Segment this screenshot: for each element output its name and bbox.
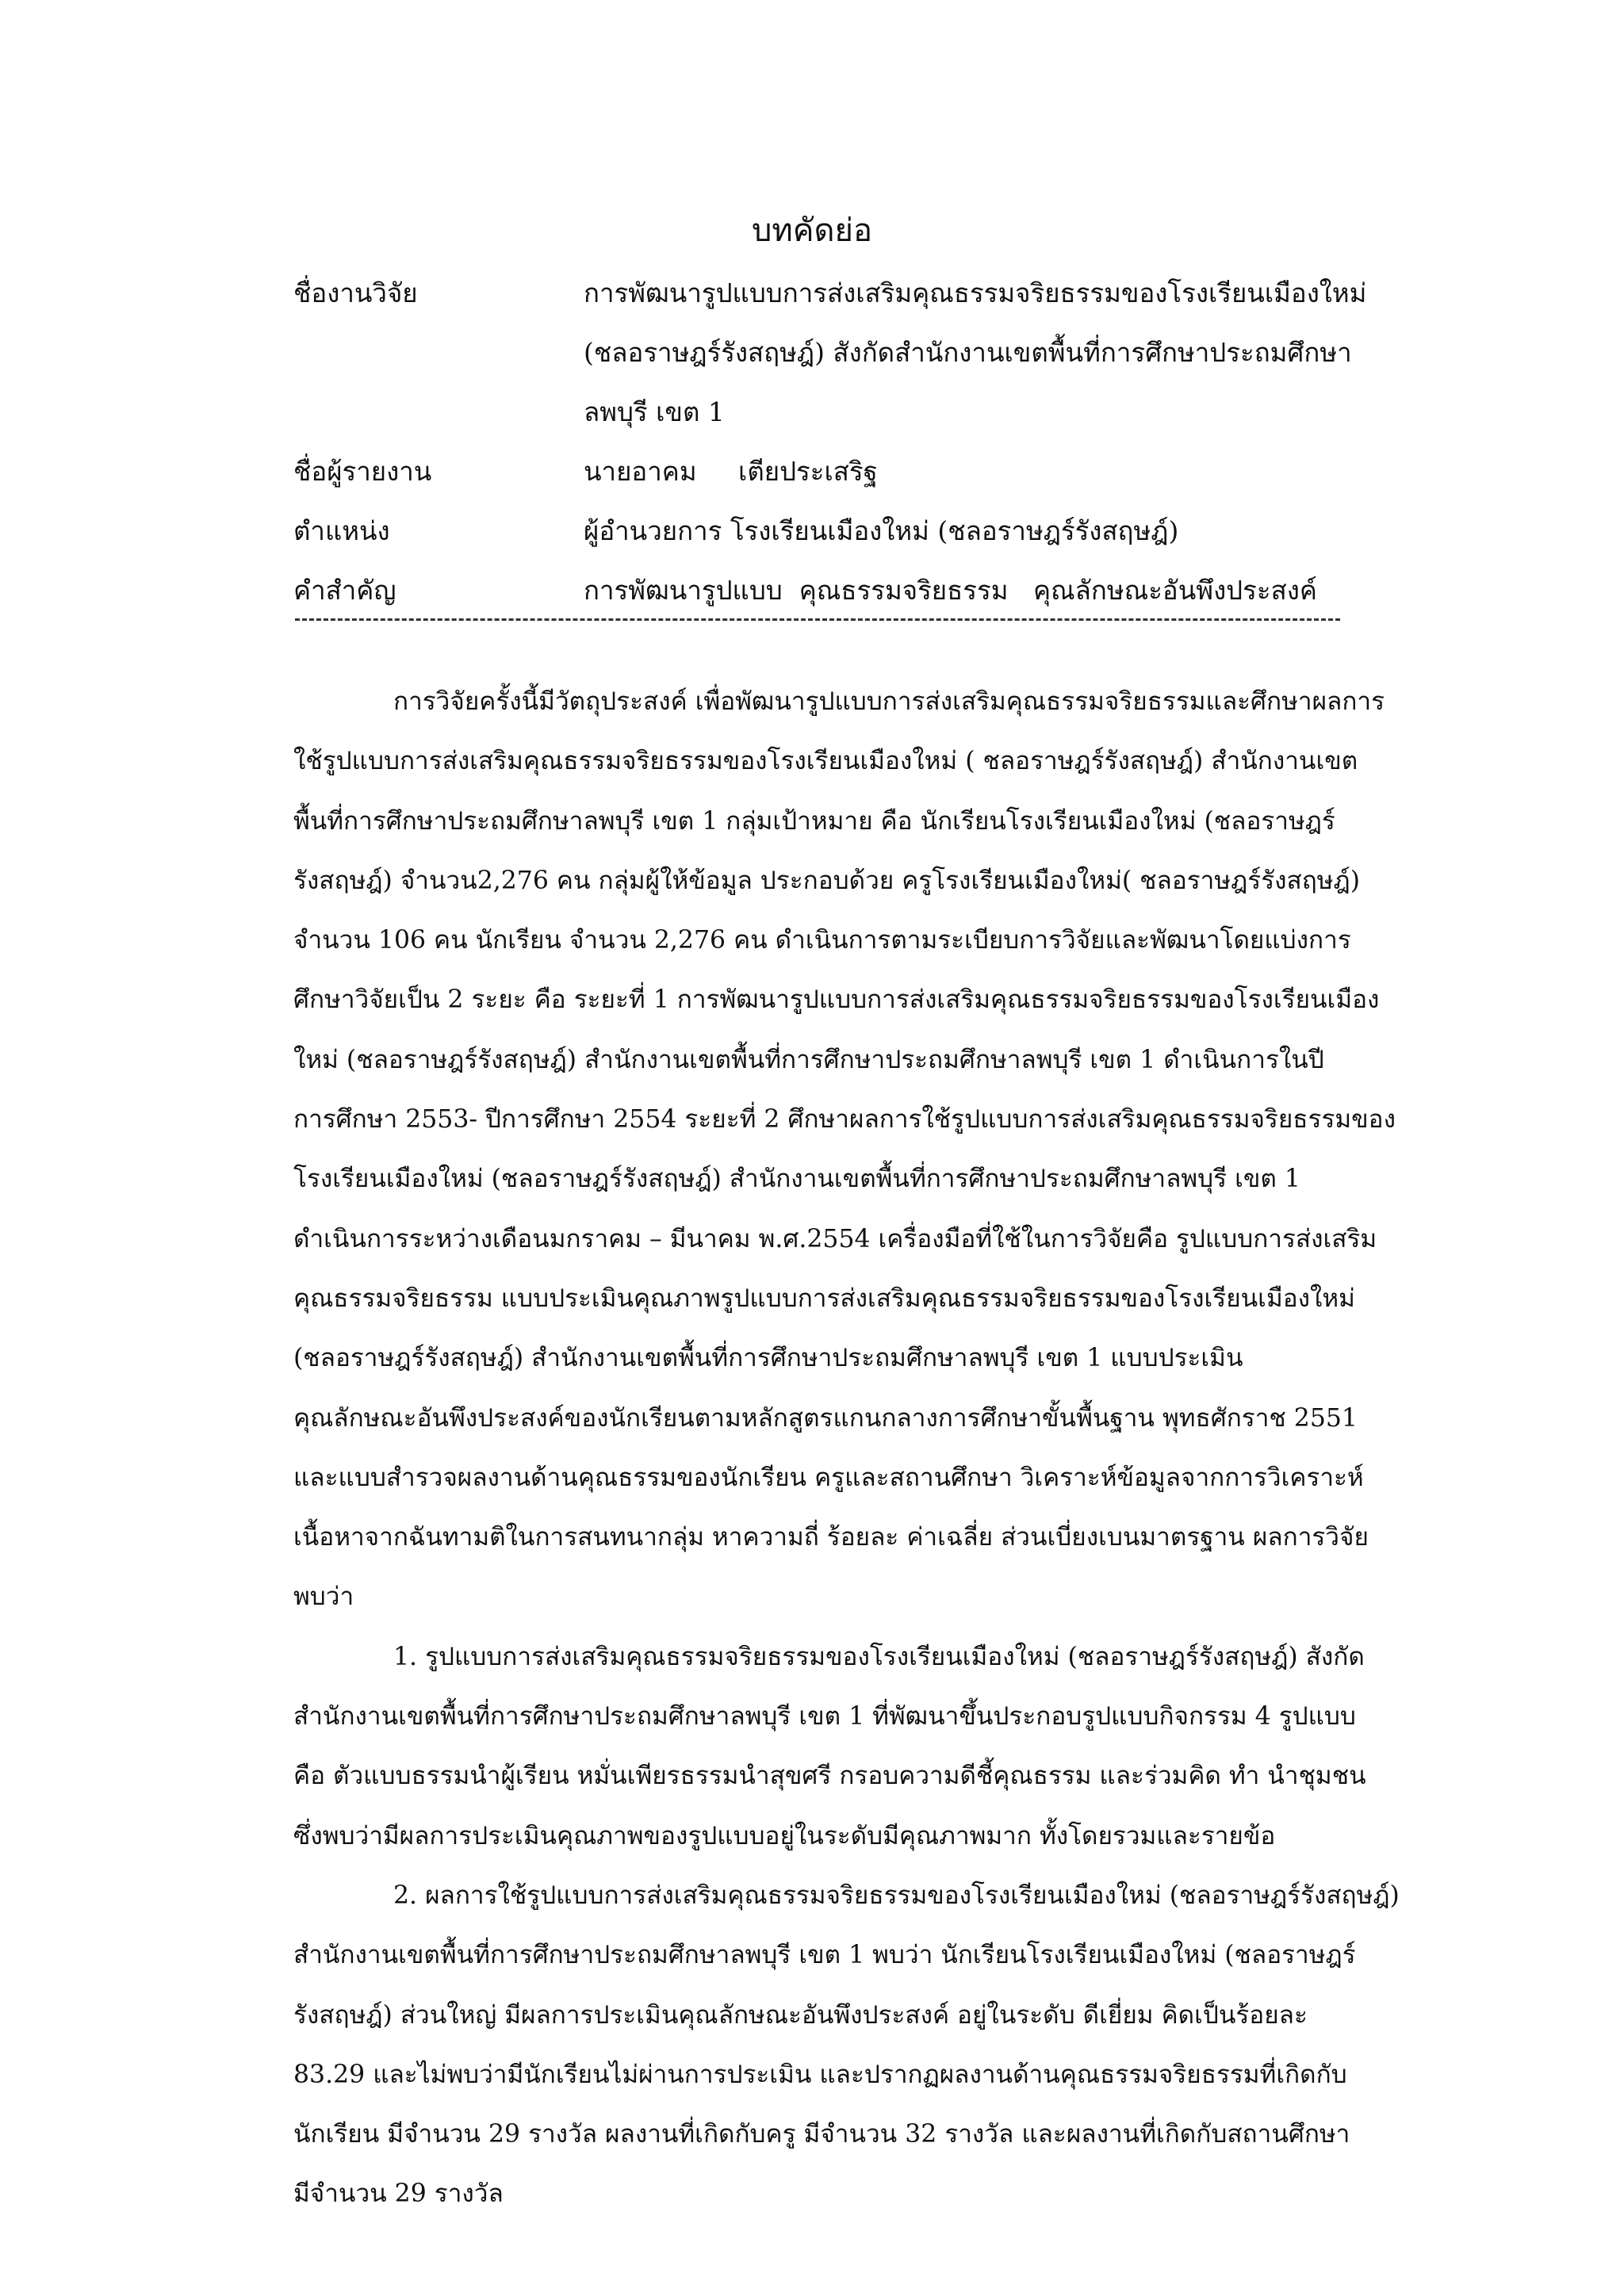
- paragraph-line: (ชลอราษฎร์รังสฤษฎ์) สำนักงานเขตพื้นที่การศึกษาประถมศึกษาลพบุรี เขต 1 แบบประเมิน: [293, 1344, 1243, 1373]
- paragraph-finding-1: [293, 1628, 1435, 1866]
- paragraph-line: คุณธรรมจริยธรรม แบบประเมินคุณภาพรูปแบบการส่งเสริมคุณธรรมจริยธรรมของโรงเรียนเมืองใหม่: [293, 1284, 1355, 1313]
- meta-value-line: ผู้อำนวยการ โรงเรียนเมืองใหม่ (ชลอราษฎร์รังสฤษฎ์): [584, 515, 1179, 546]
- meta-label: คำสำคัญ: [293, 575, 396, 606]
- meta-value: [584, 442, 1404, 501]
- paragraph-line: พื้นที่การศึกษาประถมศึกษาลพบุรี เขต 1 กลุ่มเป้าหมาย คือ นักเรียนโรงเรียนเมืองใหม่ (ชลอราษฎร์: [293, 806, 1335, 836]
- meta-value: [584, 263, 1404, 442]
- paragraph-line: สำนักงานเขตพื้นที่การศึกษาประถมศึกษาลพบุรี เขต 1 พบว่า นักเรียนโรงเรียนเมืองใหม่ (ชลอราษฎร์: [293, 1941, 1356, 1970]
- dashed-divider: [295, 618, 1340, 621]
- paragraph-line: ซึ่งพบว่ามีผลการประเมินคุณภาพของรูปแบบอยู่ในระดับมีคุณภาพมาก ทั้งโดยรวมและรายข้อ: [293, 1821, 1276, 1850]
- meta-row-research-title: [293, 263, 1404, 442]
- paragraph-line: ใช้รูปแบบการส่งเสริมคุณธรรมจริยธรรมของโรงเรียนเมืองใหม่ ( ชลอราษฎร์รังสฤษฎ์) สำนักงานเขต: [293, 747, 1358, 776]
- meta-value: [584, 501, 1404, 561]
- meta-row-position: [293, 501, 1404, 561]
- abstract-metadata: [293, 263, 1404, 620]
- abstract-body: [293, 672, 1435, 2225]
- paragraph-line: เนื้อหาจากฉันทามติในการสนทนากลุ่ม หาความถี่ ร้อยละ ค่าเฉลี่ย ส่วนเบี่ยงเบนมาตรฐาน ผลการวิจัย: [293, 1523, 1369, 1552]
- paragraph-line: 1. รูปแบบการส่งเสริมคุณธรรมจริยธรรมของโรงเรียนเมืองใหม่ (ชลอราษฎร์รังสฤษฎ์) สังกัด: [393, 1642, 1365, 1671]
- paragraph-line: การวิจัยครั้งนี้มีวัตถุประสงค์ เพื่อพัฒนารูปแบบการส่งเสริมคุณธรรมจริยธรรมและศึกษาผลการ: [393, 687, 1385, 716]
- paragraph-line: จำนวน 106 คน นักเรียน จำนวน 2,276 คน ดำเนินการตามระเบียบการวิจัยและพัฒนาโดยแบ่งการ: [293, 926, 1351, 955]
- paragraph-line: ดำเนินการระหว่างเดือนมกราคม – มีนาคม พ.ศ.2554 เครื่องมือที่ใช้ในการวิจัยคือ รูปแบบการส่งเสริม: [293, 1224, 1377, 1253]
- paragraph-line: มีจำนวน 29 รางวัล: [293, 2179, 504, 2209]
- paragraph-line: คือ ตัวแบบธรรมนำผู้เรียน หมั่นเพียรธรรมนำสุขศรี กรอบความดีชี้คุณธรรม และร่วมคิด ทำ นำชุมชน: [293, 1762, 1366, 1791]
- paragraph-finding-2: [293, 1866, 1435, 2225]
- paragraph-line: ใหม่ (ชลอราษฎร์รังสฤษฎ์) สำนักงานเขตพื้นที่การศึกษาประถมศึกษาลพบุรี เขต 1 ดำเนินการในปี: [293, 1045, 1324, 1074]
- meta-value-line: ลพบุรี เขต 1: [584, 396, 725, 427]
- paragraph-line: ศึกษาวิจัยเป็น 2 ระยะ คือ ระยะที่ 1 การพัฒนารูปแบบการส่งเสริมคุณธรรมจริยธรรมของโรงเรียนเมือง: [293, 985, 1380, 1015]
- paragraph-line: นักเรียน มีจำนวน 29 รางวัล ผลงานที่เกิดกับครู มีจำนวน 32 รางวัล และผลงานที่เกิดกับสถานศึกษา: [293, 2120, 1350, 2149]
- paragraph-objective: [293, 672, 1435, 1628]
- meta-value-line: การพัฒนารูปแบบการส่งเสริมคุณธรรมจริยธรรมของโรงเรียนเมืองใหม่: [584, 277, 1367, 308]
- meta-row-keywords: [293, 561, 1404, 620]
- meta-value-line: การพัฒนารูปแบบ คุณธรรมจริยธรรม คุณลักษณะอันพึงประสงค์: [584, 575, 1317, 606]
- paragraph-line: สำนักงานเขตพื้นที่การศึกษาประถมศึกษาลพบุรี เขต 1 ที่พัฒนาขึ้นประกอบรูปแบบกิจกรรม 4 รูปแบบ: [293, 1702, 1356, 1732]
- paragraph-line: 83.29 และไม่พบว่ามีนักเรียนไม่ผ่านการประเมิน และปรากฏผลงานด้านคุณธรรมจริยธรรมที่เกิดกับ: [293, 2060, 1347, 2089]
- paragraph-line: พบว่า: [293, 1582, 354, 1612]
- meta-value-line: (ชลอราษฎร์รังสฤษฎ์) สังกัดสำนักงานเขตพื้นที่การศึกษาประถมศึกษา: [584, 337, 1352, 368]
- meta-label: ชื่องานวิจัย: [293, 277, 418, 308]
- meta-label: ตำแหน่ง: [293, 515, 390, 546]
- paragraph-line: 2. ผลการใช้รูปแบบการส่งเสริมคุณธรรมจริยธรรมของโรงเรียนเมืองใหม่ (ชลอราษฎร์รังสฤษฎ์): [393, 1881, 1400, 1910]
- paragraph-line: รังสฤษฎ์) จำนวน2,276 คน กลุ่มผู้ให้ข้อมูล ประกอบด้วย ครูโรงเรียนเมืองใหม่( ชลอราษฎร์รังสฤษฎ์): [293, 866, 1360, 895]
- paragraph-line: รังสฤษฎ์) ส่วนใหญ่ มีผลการประเมินคุณลักษณะอันพึงประสงค์ อยู่ในระดับ ดีเยี่ยม คิดเป็นร้อยละ: [293, 2000, 1308, 2030]
- paragraph-line: การศึกษา 2553- ปีการศึกษา 2554 ระยะที่ 2 ศึกษาผลการใช้รูปแบบการส่งเสริมคุณธรรมจริยธรรมของ: [293, 1105, 1396, 1135]
- paragraph-line: และแบบสำรวจผลงานด้านคุณธรรมของนักเรียน ครูและสถานศึกษา วิเคราะห์ข้อมูลจากการวิเคราะห์: [293, 1463, 1364, 1492]
- page-title: บทคัดย่อ: [752, 212, 872, 249]
- meta-label: ชื่อผู้รายงาน: [293, 456, 432, 487]
- meta-value-line: นายอาคม เตียประเสริฐ: [584, 456, 878, 487]
- meta-value: [584, 561, 1404, 620]
- paragraph-line: โรงเรียนเมืองใหม่ (ชลอราษฎร์รังสฤษฎ์) สำนักงานเขตพื้นที่การศึกษาประถมศึกษาลพบุรี เขต 1: [293, 1165, 1300, 1194]
- meta-row-reporter: [293, 442, 1404, 501]
- paragraph-line: คุณลักษณะอันพึงประสงค์ของนักเรียนตามหลักสูตรแกนกลางการศึกษาขั้นพื้นฐาน พุทธศักราช 2551: [293, 1403, 1358, 1433]
